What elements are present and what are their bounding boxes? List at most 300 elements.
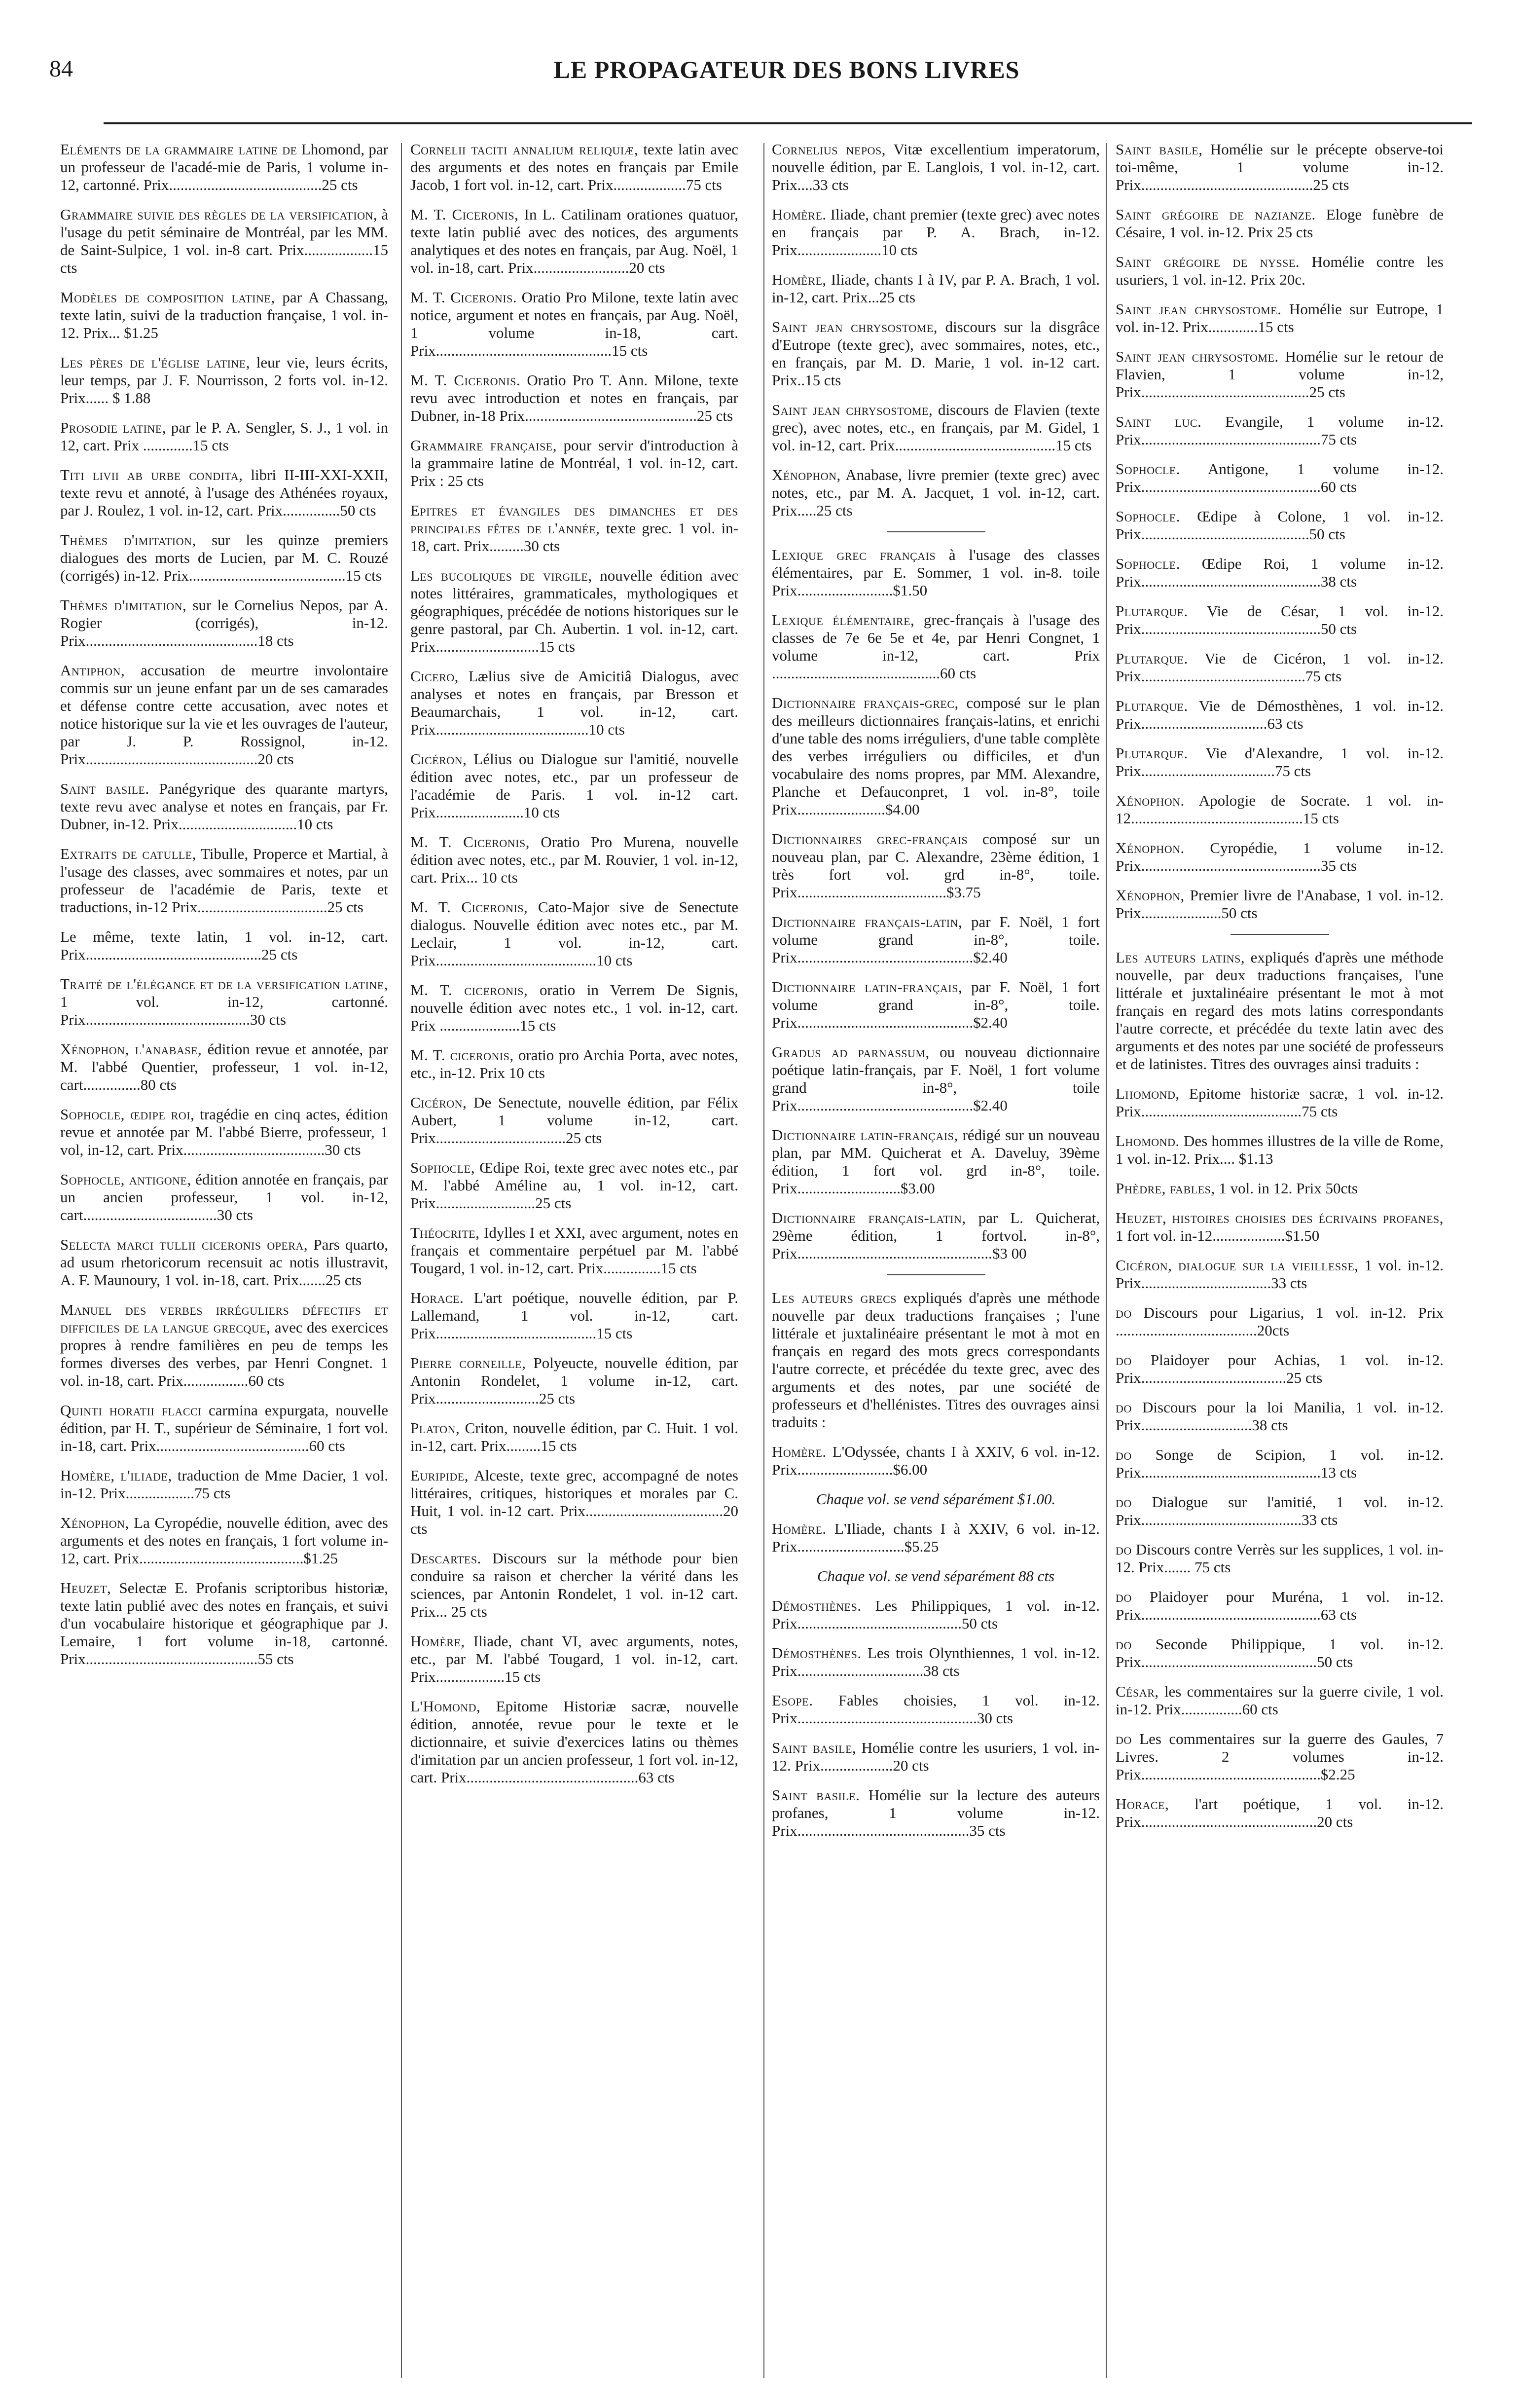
entry-title: M. T. Ciceronis. (410, 289, 517, 306)
entry-description: Homélie sur le retour de Flavien, 1 volume in-12, Prix............................................25 cts (1116, 348, 1444, 401)
entry-description: L'Iliade, chants I à XXIV, 6 vol. in-12. Prix............................$5.25 (772, 1520, 1100, 1555)
column-divider (401, 143, 402, 2378)
catalog-entry (410, 1550, 738, 1621)
entry-description: Oratio Pro T. Ann. Milone, texte revu avec introduction et notes en français, par Dubner, in-18 Prix.............................................25 cts (410, 371, 739, 424)
entry-description: Œdipe Roi, 1 volume in-12. Prix...............................................38 cts (1116, 555, 1444, 590)
catalog-entry (772, 1043, 1100, 1114)
catalog-entry (772, 978, 1100, 1032)
entry-description: Epitome Historiæ sacræ, nouvelle édition, annotée, revue pour le texte et le dictionnaire, et suivie d'exercices latins ou thèmes d'imitation par un ancien professeur, 1 fort vol. in-12, cart. Prix.............................................63 cts (410, 1698, 738, 1786)
entry-title: Les auteurs latins, (1116, 949, 1245, 966)
entry-title: Sophocle, (410, 1159, 475, 1176)
entry-title: do (1116, 1493, 1132, 1511)
catalog-entry (1116, 650, 1444, 685)
entry-description: carmina expurgata, nouvelle édition, par H. T., supérieur de Séminaire, 1 fort vol. in-18, cart. Prix........................................60 cts (60, 1402, 389, 1454)
entry-description: avec des exercices propres à rendre familières en peu de temps les formes diverses des verbes, par Henri Congnet. 1 vol. in-18, cart. Prix.................60 cts (60, 1319, 389, 1389)
entry-title: Lhomond. (1116, 1132, 1180, 1149)
catalog-entry (1116, 253, 1444, 289)
entry-title: Saint basile. (772, 1786, 860, 1804)
entry-title: Saint basile, (772, 1739, 857, 1756)
entry-description: grec-français à l'usage des classes de 7e 6e 5e et 4e, par Henri Congnet, 1 volume in-12, cart. Prix ............................................60 cts (772, 611, 1100, 682)
entry-description: Eloge funèbre de Césaire, 1 vol. in-12. Prix 25 cts (1116, 206, 1444, 241)
entry-description: Criton, nouvelle édition, par C. Huit. 1 vol. in-12, cart. Prix.........15 cts (410, 1419, 738, 1454)
entry-description: Apologie de Socrate. 1 vol. in-12.............................................15 cts (1116, 792, 1444, 827)
page-number: 84 (49, 56, 73, 82)
entry-description: Discours contre Verrès sur les supplices, 1 vol. in-12. Prix....... 75 cts (1116, 1541, 1444, 1576)
header-rule (104, 122, 1472, 124)
entry-title: do (1116, 1635, 1132, 1653)
entry-description: In L. Catilinam orationes quatuor, texte latin publié avec des notices, des arguments analytiques et des notes en français, par Aug. Noël, 1 vol. in-18, cart. Prix.........................20 cts (410, 206, 739, 276)
entry-title: Dictionnaires grec-français (772, 830, 968, 848)
catalog-entry (60, 975, 388, 1029)
column-divider (1106, 143, 1107, 2378)
catalog-entry (60, 1402, 388, 1455)
entry-description: Discours sur la méthode pour bien conduire sa raison et chercher la vérité dans les sciences, par Antonin Rondelet, 1 vol. in-12 cart. Prix... 25 cts (410, 1550, 738, 1620)
catalog-entry (60, 206, 388, 277)
entry-title: Xénophon. (1116, 792, 1185, 809)
entry-description: Homélie sur Eutrope, 1 vol. in-12. Prix.............15 cts (1116, 300, 1444, 335)
entry-title: Lexique grec français (772, 546, 936, 563)
catalog-entry (410, 981, 738, 1035)
entry-description: 1 vol. in 12. Prix 50cts (1219, 1180, 1358, 1197)
entry-description: leur vie, leurs écrits, leur temps, par J. F. Nourrisson, 2 forts vol. in-12. Prix...... $ 1.88 (60, 354, 388, 407)
section-separator (887, 531, 985, 532)
entry-description: Des hommes illustres de la ville de Rome, 1 vol. in-12. Prix.... $1.13 (1116, 1132, 1444, 1167)
section-separator (887, 1274, 985, 1275)
entry-title: L'Homond, (410, 1698, 481, 1715)
catalog-entry (1116, 508, 1444, 543)
catalog-entry (772, 141, 1100, 194)
entry-description: Plaidoyer pour Muréna, 1 vol. in-12. Prix...............................................63 cts (1116, 1588, 1444, 1623)
entry-title: Cicéron, (410, 750, 467, 768)
entry-description: Discours pour la loi Manilia, 1 vol. in-12. Prix.............................38 cts (1116, 1399, 1444, 1434)
catalog-entry (1116, 1257, 1444, 1292)
entry-description: Homélie contre les usuriers, 1 vol. in-12. Prix...................20 cts (772, 1739, 1100, 1774)
entry-title: M. T. Ciceronis, (410, 206, 519, 223)
entry-title: Les auteurs grecs (772, 1289, 897, 1306)
entry-title: M. T. ciceronis, (410, 981, 528, 999)
catalog-entry (60, 141, 388, 194)
catalog-entry (410, 141, 738, 194)
entry-description: Lælius sive de Amicitiâ Dialogus, avec analyses et notes en français, par Bresson et Beaumarchais, 1 vol. in-12, cart. Prix........................................10 cts (410, 667, 739, 738)
entry-title: Euripide, (410, 1467, 469, 1484)
catalog-entry (772, 1597, 1100, 1632)
entry-title: Cicero, (410, 667, 459, 685)
entry-description: accusation de meurtre involontaire commis sur un jeune enfant par un de ses camarades et défense contre cette accusation, avec notes et notice historique sur la vie et les ouvrages de l'auteur, par J. P. Rossignol, in-12. Prix.............................................20 cts (60, 662, 388, 768)
catalog-entry (1116, 792, 1444, 827)
catalog-entry (772, 318, 1100, 389)
entry-description: Les trois Olynthiennes, 1 vol. in-12. Prix.................................38 cts (772, 1644, 1100, 1679)
entry-title: do (1116, 1399, 1132, 1416)
catalog-entry (772, 1289, 1100, 1431)
catalog-entry (772, 1739, 1100, 1775)
catalog-entry (410, 502, 738, 555)
entry-description: Cato-Major sive de Senectute dialogus. Nouvelle édition avec notes etc., par M. Leclair, 1 vol. in-12, cart. Prix..........................................10 cts (410, 898, 738, 969)
entry-title: do (1116, 1446, 1132, 1463)
entry-description: à l'usage du petit séminaire de Montréal, par les MM. de Saint-Sulpice, 1 vol. in-8 cart. Prix..................15 cts (60, 206, 388, 276)
page-header (49, 55, 1520, 90)
entry-description: Idylles I et XXI, avec argument, notes en français et commentaire perpétuel par M. l'abbé Tougard, 1 vol. in-12, cart. Prix...............15 cts (410, 1224, 739, 1277)
catalog-entry (410, 1046, 738, 1082)
entry-title: do (1116, 1541, 1132, 1558)
entry-description: L'Odyssée, chants I à XXIV, 6 vol. in-12. Prix.........................$6.00 (772, 1443, 1100, 1478)
entry-description: Vie de Cicéron, 1 vol. in-12. Prix...........................................75 cts (1116, 650, 1444, 685)
catalog-entry (1116, 1209, 1444, 1245)
entry-description: Tibulle, Properce et Martial, à l'usage des classes, avec sommaires et notes, par un professeur de l'académie de Paris, texte et traductions, in-12 Prix..................................25 cts (60, 845, 388, 916)
catalog-entry (410, 206, 738, 277)
entry-title: Cicéron, (410, 1094, 467, 1111)
catalog-entry (1116, 413, 1444, 448)
entry-description: Antigone, 1 volume in-12. Prix...............................................60 cts (1116, 460, 1444, 495)
catalog-entry (410, 1632, 738, 1686)
entry-description: oratio pro Archia Porta, avec notes, etc., in-12. Prix 10 cts (410, 1046, 738, 1081)
catalog-entry (772, 401, 1100, 454)
catalog-entry (772, 913, 1100, 966)
entry-title: Grammaire suivie des règles de la versification, (60, 206, 378, 223)
entry-title: Saint basile. (60, 780, 149, 797)
entry-description: Panégyrique des quarante martyrs, texte revu avec analyse et notes en français, par Fr. Dubner, in-12. Prix...............................10 cts (60, 780, 389, 833)
catalog-column-1 (60, 141, 388, 1680)
entry-description: composé sur le plan des meilleurs dictionnaires français-latins, et enrichi d'une table des noms irréguliers, d'une table complète des verbes irréguliers ou difficiles, et d'un vocabulaire des noms propres, par MM. Alexandre, Planche et Defauconpret, 1 vol. in-8°, toile Prix.......................$4.00 (772, 694, 1100, 818)
entry-title: Cornelius nepos, (772, 141, 886, 158)
entry-title: Plutarque. (1116, 697, 1188, 714)
price-note: Chaque vol. se vend séparément 88 cts (817, 1567, 1055, 1585)
entry-title: Phèdre, fables, (1116, 1180, 1215, 1197)
entry-title: Heuzet, (60, 1579, 111, 1596)
entry-description: discours de Flavien (texte grec), avec notes, etc., en français, par M. Gidel, 1 vol. in-12, cart. Prix..........................................15 cts (772, 401, 1100, 454)
catalog-entry (1116, 1132, 1444, 1168)
entry-title: Descartes. (410, 1550, 481, 1567)
entry-title: Heuzet, histoires choisies des écrivains profanes, (1116, 1209, 1444, 1226)
entry-description: expliqués d'après une méthode nouvelle, par deux traductions françaises, l'une littérale et juxtalinéaire présentant le mot à mot français en regard des mots latins correspondants l'autre correcte, et précédée du texte latin avec des arguments et des notes par une société de professeurs et de latinistes. Titres des ouvrages ainsi traduits : (1116, 949, 1444, 1073)
catalog-entry (772, 1786, 1100, 1840)
entry-description: Plaidoyer pour Achias, 1 vol. in-12. Prix......................................25 cts (1116, 1351, 1444, 1386)
catalog-entry (410, 1698, 738, 1786)
entry-description: Oratio Pro Milone, texte latin avec notice, argument et notes en français, par Aug. Noël, 1 volume in-18, cart. Prix..............................................15 cts (410, 289, 739, 359)
entry-title: Selecta marci tullii ciceronis opera, (60, 1236, 308, 1253)
catalog-entry (1116, 1446, 1444, 1482)
entry-title: Thèmes d'imitation, (60, 531, 196, 549)
entry-description: L'art poétique, nouvelle édition, par P. Lallemand, 1 vol. in-12, cart. Prix..........................................15 cts (410, 1289, 738, 1342)
entry-description: sur le Cornelius Nepos, par A. Rogier (corrigés), in-12. Prix.............................................18 cts (60, 596, 389, 649)
page-title: LE PROPAGATEUR DES BONS LIVRES (553, 56, 1020, 83)
entry-title: Platon, (410, 1419, 460, 1437)
entry-title: Extraits de catulle, (60, 845, 196, 862)
entry-title: Xénophon, (60, 1514, 129, 1531)
catalog-entry (1116, 1635, 1444, 1671)
catalog-entry (1116, 206, 1444, 241)
entry-description: Homélie sur la lecture des auteurs profanes, 1 volume in-12. Prix.............................................35 cts (772, 1786, 1100, 1839)
entry-description: Fables choisies, 1 vol. in-12. Prix...............................................30 cts (772, 1692, 1100, 1727)
entry-description: Pars quarto, ad usum rhetoricorum recensuit ac notis illustravit, A. F. Maunoury, 1 vol. in-18, cart. Prix.......25 cts (60, 1236, 388, 1289)
catalog-entry (772, 271, 1100, 306)
entry-title: Eléments de la grammaire latine de (60, 141, 297, 158)
catalog-entry (1116, 1730, 1444, 1783)
catalog-entry (772, 466, 1100, 519)
catalog-entry (410, 1159, 738, 1212)
catalog-entry (410, 1419, 738, 1455)
entry-title: Xénophon, (1116, 887, 1185, 904)
entry-title: do (1116, 1351, 1132, 1369)
entry-title: Epitres et évangiles des dimanches et des principales fêtes de l'année, (410, 502, 738, 537)
entry-description: Cyropédie, 1 volume in-12. Prix...............................................35 cts (1116, 839, 1444, 874)
catalog-entry (772, 1644, 1100, 1680)
catalog-entry (410, 1467, 738, 1538)
entry-description: texte latin avec des arguments et des notes en français par Emile Jacob, 1 fort vol. in-12, cart. Prix...................75 cts (410, 141, 738, 193)
catalog-entry (60, 466, 388, 519)
entry-title: Xénophon, (772, 466, 841, 483)
entry-title: do (1116, 1730, 1132, 1747)
entry-description: tragédie en cinq actes, édition revue et annotée par M. l'abbé Bierre, professeur, 1 vol, in-12, cart. Prix.....................................30 cts (60, 1106, 389, 1158)
catalog-entry (1116, 1304, 1444, 1339)
entry-description: Vitæ excellentium imperatorum, nouvelle édition, par E. Langlois, 1 vol. in-12, cart. Prix....33 cts (772, 141, 1100, 193)
entry-description: Vie d'Alexandre, 1 vol. in-12. Prix...................................75 cts (1116, 744, 1444, 779)
entry-title: M. T. Ciceronis, (410, 898, 528, 916)
entry-title: Sophocle. (1116, 508, 1180, 525)
catalog-entry (1116, 300, 1444, 336)
catalog-entry (1116, 949, 1444, 1073)
catalog-entry (60, 845, 388, 916)
catalog-entry (772, 206, 1100, 259)
catalog-entry (410, 750, 738, 821)
entry-description: Le même, texte latin, 1 vol. in-12, cart. Prix..............................................25 cts (60, 928, 388, 963)
catalog-entry (1116, 887, 1444, 922)
catalog-entry (1116, 141, 1444, 194)
entry-description: par le P. A. Sengler, S. J., 1 vol. in 12, cart. Prix .............15 cts (60, 419, 389, 454)
entry-description: texte grec. 1 vol. in-18, cart. Prix.........30 cts (410, 519, 739, 555)
entry-title: Saint basile, (1116, 141, 1203, 158)
entry-title: Démosthènes. (772, 1644, 862, 1662)
entry-title: Dictionnaire latin-français, (772, 1126, 958, 1144)
entry-description: Songe de Scipion, 1 vol. in-12. Prix...............................................13 cts (1116, 1446, 1444, 1481)
entry-description: composé sur un nouveau plan, par C. Alexandre, 23ème édition, 1 très fort vol. grd in-8°, toile. Prix.......................................$3.75 (772, 830, 1100, 901)
catalog-entry (60, 1106, 388, 1159)
catalog-entry (1116, 1399, 1444, 1434)
entry-description: expliqués d'après une méthode nouvelle par deux traductions françaises ; l'une littérale et juxtalinéaire présentant le mot à mot en français en regard des mots grecs correspondants l'autre correcte, et précédée du texte grec, avec des arguments et des notes, par une société de professeurs et d'hellénistes. Titres des ouvrages ainsi traduits : (772, 1289, 1100, 1431)
entry-title: Horace, (1116, 1795, 1169, 1813)
catalog-entry (60, 780, 388, 833)
entry-title: Lhomond, (1116, 1085, 1180, 1102)
catalog-entry (410, 667, 738, 739)
entry-title: Xénophon. (1116, 839, 1185, 856)
catalog-entry (60, 1467, 388, 1502)
entry-title: Saint jean chrysostome, (772, 318, 938, 335)
entry-description: Discours pour Ligarius, 1 vol. in-12. Prix .....................................20cts (1116, 1304, 1444, 1339)
entry-description: Les commentaires sur la guerre des Gaules, 7 Livres. 2 volumes in-12. Prix...............................................$2.25 (1116, 1730, 1444, 1783)
price-note: Chaque vol. se vend séparément $1.00. (816, 1490, 1056, 1508)
catalog-entry (410, 1224, 738, 1277)
entry-description: Œdipe à Colone, 1 vol. in-12. Prix............................................50 cts (1116, 508, 1444, 543)
entry-title: do (1116, 1588, 1132, 1605)
entry-title: Pierre corneille, (410, 1354, 526, 1371)
entry-description: La Cyropédie, nouvelle édition, avec des arguments et des notes en français, 1 fort volume in-12, cart. Prix...........................................$1.25 (60, 1514, 388, 1567)
entry-title: Cornelii taciti annalium reliquiæ, (410, 141, 638, 158)
entry-title: Homère. (772, 206, 827, 223)
entry-description: oratio in Verrem De Signis, nouvelle édition avec notes etc., 1 vol. in-12, cart. Prix .....................15 cts (410, 981, 738, 1034)
entry-title: Thèmes d'imitation, (60, 596, 187, 614)
section-separator (1230, 934, 1329, 935)
entry-description: Homélie contre les usuriers, 1 vol. in-12. Prix 20c. (1116, 253, 1444, 288)
entry-title: César, (1116, 1683, 1159, 1700)
entry-title: Traité de l'élégance et de la versification latine, (60, 975, 388, 993)
entry-title: Lexique élémentaire, (772, 611, 915, 629)
entry-title: Saint grégoire de nazianze. (1116, 206, 1316, 223)
entry-description: 1 vol. in-12, cartonné. Prix...........................................30 cts (60, 993, 388, 1028)
entry-description: à l'usage des classes élémentaires, par E. Sommer, 1 vol. in-8. toile Prix.........................$1.50 (772, 546, 1100, 599)
entry-title: Dictionnaire latin-français, (772, 978, 963, 996)
catalog-entry (410, 567, 738, 656)
catalog-column-3 (772, 141, 1100, 1852)
catalog-entry (410, 437, 738, 490)
entry-title: Théocrite, (410, 1224, 480, 1241)
entry-description: traduction de Mme Dacier, 1 vol. in-12. Prix..................75 cts (60, 1467, 389, 1502)
entry-title: Manuel des verbes irréguliers défectifs et difficiles de la langue grecque, (60, 1301, 388, 1336)
catalog-entry (772, 1520, 1100, 1556)
entry-title: Homère, (410, 1632, 465, 1650)
entry-description: sur les quinze premiers dialogues des morts de Lucien, par M. C. Rouzé (corrigés) in-12. Prix.........................................15 cts (60, 531, 388, 584)
entry-description: l'art poétique, 1 vol. in-12. Prix..............................................20 cts (1116, 1795, 1444, 1830)
entry-title: Esope. (772, 1692, 813, 1709)
catalog-entry (1116, 602, 1444, 638)
catalog-entry (772, 830, 1100, 901)
entry-description: par A Chassang, texte latin, suivi de la traduction française, 1 vol. in-12. Prix... $1.25 (60, 289, 389, 341)
entry-title: Sophocle, œdipe roi, (60, 1106, 195, 1123)
entry-description: Vie de César, 1 vol. in-12. Prix...............................................50 cts (1116, 602, 1444, 637)
catalog-entry (1116, 1683, 1444, 1718)
entry-description: Iliade, chant VI, avec arguments, notes, etc., par M. l'abbé Tougard, 1 vol. in-12, cart. Prix..................15 cts (410, 1632, 738, 1685)
entry-title: Plutarque. (1116, 602, 1188, 620)
entry-description: par F. Noël, 1 fort volume grand in-8°, toile. Prix..............................................$2.40 (772, 978, 1100, 1031)
catalog-entry (410, 1289, 738, 1342)
catalog-entry (1116, 1085, 1444, 1120)
entry-title: Saint grégoire de nysse. (1116, 253, 1300, 270)
entry-title: Plutarque. (1116, 744, 1188, 762)
entry-description: Œdipe Roi, texte grec avec notes etc., par M. l'abbé Améline au, 1 vol. in-12, cart. Prix..........................25 cts (410, 1159, 738, 1212)
catalog-entry (1116, 744, 1444, 780)
catalog-entry (410, 1094, 738, 1147)
entry-description: libri II-III-XXI-XXII, texte revu et annoté, à l'usage des Athénées royaux, par J. Roulez, 1 vol. in-12, cart. Prix...............50 cts (60, 466, 388, 519)
catalog-entry (772, 694, 1100, 818)
catalog-entry (410, 898, 738, 969)
catalog-entry (410, 1354, 738, 1408)
entry-title: Dictionnaire français-grec, (772, 694, 959, 711)
entry-title: Modèles de composition latine, (60, 289, 275, 306)
catalog-entry (772, 1209, 1100, 1262)
entry-title: Saint jean chrysostome. (1116, 348, 1279, 365)
catalog-entry (410, 289, 738, 360)
entry-title: M. T. Ciceronis. (410, 371, 521, 389)
entry-title: Homère, l'iliade, (60, 1467, 172, 1484)
catalog-entry (772, 546, 1100, 599)
entry-title: Titi livii ab urbe condita, (60, 466, 243, 483)
entry-description: édition annotée en français, par un ancien professeur, 1 vol. in-12, cart...................................30 cts (60, 1171, 388, 1223)
catalog-entry (1116, 839, 1444, 875)
catalog-entry (1116, 1588, 1444, 1624)
entry-title: Dictionnaire français-latin, (772, 913, 963, 930)
catalog-entry (1116, 1351, 1444, 1387)
catalog-entry (60, 928, 388, 963)
entry-title: Saint luc. (1116, 413, 1202, 430)
entry-description: De Senectute, nouvelle édition, par Félix Aubert, 1 volume in-12, cart. Prix..................................25 cts (410, 1094, 738, 1147)
entry-description: Polyeucte, nouvelle édition, par Antonin Rondelet, 1 volume in-12, cart. Prix...........................25 cts (410, 1354, 739, 1407)
entry-description: Vie de Démosthènes, 1 vol. in-12. Prix.................................63 cts (1116, 697, 1444, 732)
entry-title: Démosthènes. (772, 1597, 862, 1614)
catalog-entry (60, 289, 388, 342)
entry-title: Prosodie latine, (60, 419, 167, 436)
entry-description: Oratio Pro Murena, nouvelle édition avec notes, etc., par M. Rouvier, 1 vol. in-12, cart. Prix... 10 cts (410, 833, 738, 886)
catalog-entry (772, 1126, 1100, 1197)
entry-title: Antiphon, (60, 662, 125, 679)
catalog-column-2 (410, 141, 738, 1798)
catalog-entry (60, 596, 388, 650)
catalog-entry (1116, 555, 1444, 591)
catalog-entry (1116, 1795, 1444, 1831)
entry-title: Sophocle, antigone, (60, 1171, 191, 1188)
catalog-entry (60, 662, 388, 768)
catalog-column-4 (1116, 141, 1444, 1843)
entry-description: nouvelle édition avec notes littéraires, grammaticales, mythologiques et géographiques, précédée de notions historiques sur le genre pastoral, par Ch. Aubertin. 1 vol. in-12, cart. Prix...........................15 cts (410, 567, 738, 655)
catalog-entry (1116, 1541, 1444, 1576)
catalog-entry (60, 1301, 388, 1390)
entry-description: ou nouveau dictionnaire poétique latin-français, par F. Noël, 1 fort volume grand in-8°, toile Prix..............................................$2.40 (772, 1043, 1100, 1114)
entry-description: Dialogue sur l'amitié, 1 vol. in-12. Prix..........................................33 cts (1116, 1493, 1444, 1528)
entry-title: Saint jean chrysostome, (772, 401, 933, 418)
entry-title: Gradus ad parnassum, (772, 1043, 930, 1061)
catalog-entry (1116, 348, 1444, 401)
entry-description: Iliade, chant premier (texte grec) avec notes en français par P. A. Brach, in-12. Prix......................10 cts (772, 206, 1100, 259)
catalog-entry (60, 354, 388, 407)
entry-description: Lhomond, par un professeur de l'acadé-mie de Paris, 1 volume in-12, cartonné. Prix........................................25 cts (60, 141, 389, 193)
catalog-entry (410, 833, 738, 887)
entry-description: Alceste, texte grec, accompagné de notes littéraires, critiques, historiques et morales par C. Huit, 1 vol. in-12 cart. Prix....................................20 cts (410, 1467, 738, 1537)
entry-title: Saint jean chrysostome. (1116, 300, 1282, 318)
entry-description: discours sur la disgrâce d'Eutrope (texte grec), avec sommaires, notes, etc., en français, par M. D. Marie, 1 vol. in-12 cart. Prix..15 cts (772, 318, 1100, 389)
catalog-entry (1116, 1180, 1444, 1197)
catalog-entry (60, 1514, 388, 1567)
entry-description: Epitome historiæ sacræ, 1 vol. in-12. Prix..........................................75 cts (1116, 1085, 1444, 1120)
catalog-entry (1116, 460, 1444, 496)
entry-title: Sophocle. (1116, 460, 1180, 478)
entry-description: les commentaires sur la guerre civile, 1 vol. in-12. Prix................60 cts (1116, 1683, 1444, 1718)
entry-description: par F. Noël, 1 fort volume grand in-8°, toile. Prix..............................................$2.40 (772, 913, 1100, 966)
catalog-entry (772, 611, 1100, 682)
entry-title: M. T. Ciceronis, (410, 833, 530, 851)
entry-title: Sophocle. (1116, 555, 1180, 572)
entry-description: Premier livre de l'Anabase, 1 vol. in-12. Prix.....................50 cts (1116, 887, 1444, 922)
catalog-entry (60, 531, 388, 585)
entry-description: par L. Quicherat, 29ème édition, 1 fortvol. in-8°, Prix...................................................$3 00 (772, 1209, 1100, 1262)
entry-title: Cicéron, dialogue sur la vieillesse, (1116, 1257, 1359, 1274)
catalog-entry (60, 1236, 388, 1289)
entry-title: M. T. ciceronis, (410, 1046, 514, 1064)
entry-description: Les Philippiques, 1 vol. in-12. Prix...........................................50 cts (772, 1597, 1100, 1632)
catalog-entry (60, 1579, 388, 1668)
entry-title: Xénophon, l'anabase, (60, 1040, 202, 1058)
catalog-entry (772, 1443, 1100, 1479)
entry-title: Homère. (772, 1443, 827, 1460)
entry-description: 1 fort vol. in-12...................$1.50 (1116, 1227, 1320, 1244)
entry-description: rédigé sur un nouveau plan, par MM. Quicherat et A. Daveluy, 39ème édition, 1 fort vol. grd in-8°, toile. Prix...........................$3.00 (772, 1126, 1100, 1197)
entry-title: Homère. (772, 1520, 827, 1537)
catalog-entry (60, 1171, 388, 1224)
entry-title: Grammaire française, (410, 437, 557, 454)
entry-description: Anabase, livre premier (texte grec) avec notes, etc., par M. A. Jacquet, 1 vol. in-12, cart. Prix.....25 cts (772, 466, 1100, 519)
entry-title: Homère, (772, 271, 827, 288)
entry-title: Les bucoliques de virgile, (410, 567, 592, 584)
catalog-entry (60, 419, 388, 454)
entry-description: pour servir d'introduction à la grammaire latine de Montréal, 1 vol. in-12, cart. Prix : 25 cts (410, 437, 738, 489)
entry-description: Evangile, 1 volume in-12. Prix...............................................75 cts (1116, 413, 1444, 448)
catalog-entry (410, 371, 738, 425)
